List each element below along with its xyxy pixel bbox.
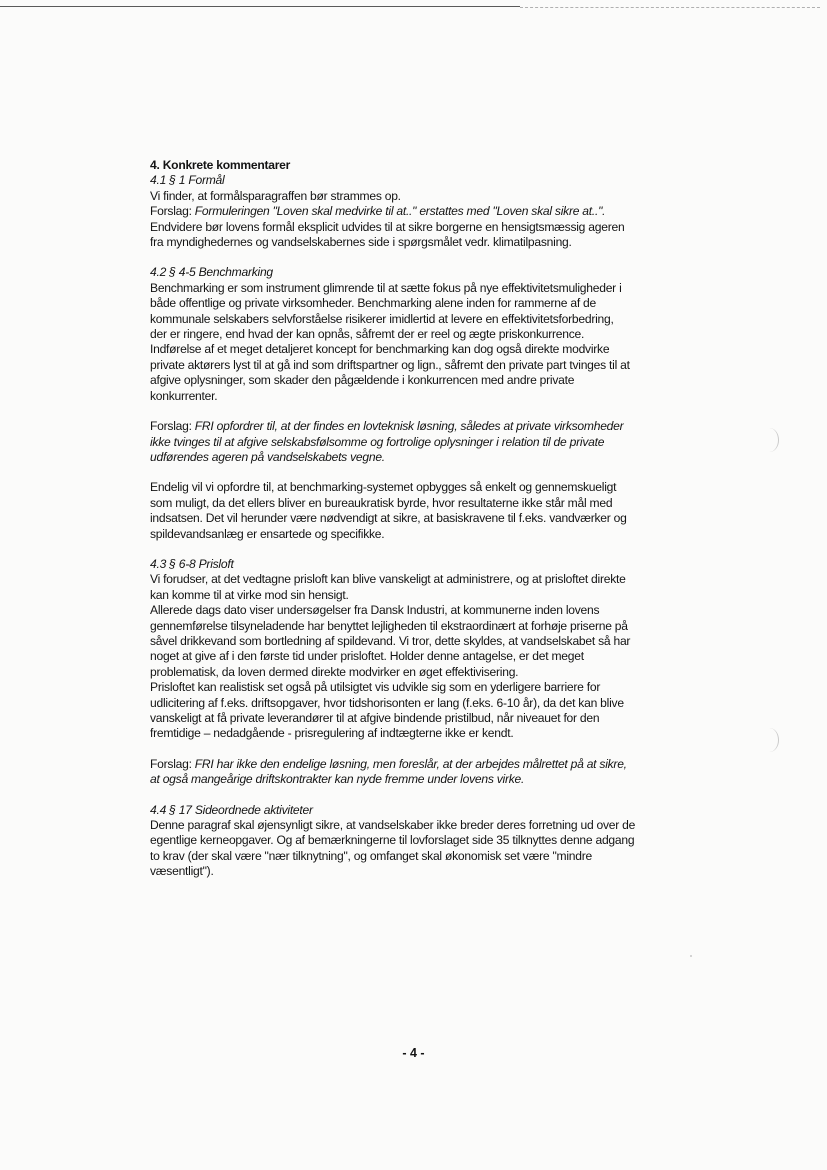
forslag-label: Forslag: [150, 419, 195, 434]
subsection-heading-4-1: 4.1 § 1 Formål [150, 173, 225, 188]
forslag-4-2 [150, 419, 670, 465]
forslag-4-3 [150, 757, 670, 788]
text-line: gennemførelse tilsyneladende har benyttet lejligheden til ekstraordinært at forhøje priserne på [150, 618, 628, 633]
text-line: Endvidere bør lovens formål eksplicit udvides til at sikre borgerne en hensigtsmæssig ageren [150, 219, 625, 234]
paragraph-4-1-line: Vi finder, at formålsparagraffen bør strammes op. [150, 188, 401, 203]
text-line: Allerede dags dato viser undersøgelser fra Dansk Industri, at kommunerne inden lovens [150, 603, 600, 618]
forslag-text: FRI har ikke den endelige løsning, men foreslår, at der arbejdes målrettet på at sikre, [194, 756, 627, 771]
paragraph-4-2-benchmarking [150, 281, 670, 404]
punch-hole-mark [760, 428, 779, 452]
text-line: Denne paragraf skal øjensynligt sikre, at vandselskaber ikke breder deres forretning ud over de [150, 818, 636, 833]
text-line: væsentligt"). [150, 864, 214, 879]
forslag-text: ikke tvinges til at afgive selskabsfølsomme og fortrolige oplysninger i relation til de private [150, 434, 605, 449]
text-line: Indførelse af et meget detaljeret koncept for benchmarking kan dog også direkte modvirke [150, 342, 610, 357]
text-line: spildevandsanlæg er ensartede og specifikke. [150, 526, 385, 541]
subsection-heading-4-4: 4.4 § 17 Sideordnede aktiviteter [150, 802, 313, 817]
forslag-label: Forslag: [150, 756, 195, 771]
text-line: private aktørers lyst til at gå ind som driftspartner og lign., såfremt den private part tvinges til at [150, 357, 630, 372]
text-line: Endelig vil vi opfordre til, at benchmarking-systemet opbygges så enkelt og gennemskueligt [150, 480, 617, 495]
forslag-text: Formuleringen "Loven skal medvirke til at.." erstattes med "Loven skal sikre at..". [194, 204, 606, 219]
text-line: både offentlige og private virksomheder. Benchmarking alene inden for rammerne af de [150, 296, 597, 311]
text-line: to krav (der skal være "nær tilknytning", og omfanget skal økonomisk set være "mindre [150, 848, 592, 863]
text-line: afgive oplysninger, som skader den pågældende i konkurrencen med andre private [150, 373, 575, 388]
text-line: fremtidige – nedadgående - prisregulering af indtægterne ikke er kendt. [150, 726, 514, 741]
text-line: kan komme til at virke mod sin hensigt. [150, 587, 349, 602]
top-scan-rule [0, 6, 520, 7]
text-line: Vi forudser, at det vedtagne prisloft kan blive vanskeligt at administrere, og at prisloftet direkte [150, 572, 626, 587]
subsection-heading-4-3: 4.3 § 6-8 Prisloft [150, 556, 234, 571]
text-line: Prisloftet kan realistisk set også på utilsigtet vis udvikle sig som en yderligere barriere for [150, 680, 601, 695]
text-line: fra myndighedernes og vandselskabernes side i spørgsmålet vedr. klimatilpasning. [150, 235, 572, 250]
paragraph-4-4 [150, 818, 670, 880]
forslag-text: udførendes ageren på vandselskabets vegne. [150, 449, 385, 464]
forslag-text: FRI opfordrer til, at der findes en lovteknisk løsning, således at private virksomheder [194, 419, 624, 434]
paragraph-4-3-intro [150, 572, 670, 603]
section-title: 4. Konkrete kommentarer [150, 158, 291, 172]
forslag-4-1 [150, 204, 670, 219]
document-page [150, 158, 670, 880]
text-line: indsatsen. Det vil herunder være nødvendigt at sikre, at basiskravene til f.eks. vandværker og [150, 511, 627, 526]
page-number: - 4 - [402, 1046, 425, 1060]
text-line: noget at give af i den første tid under prisloftet. Holder denne antagelse, er det meget [150, 649, 584, 664]
paragraph-4-1-extension [150, 220, 670, 251]
text-line: kommunale selskabers selvforståelse risikerer imidlertid at levere en effektivitetsforbedring, [150, 311, 614, 326]
subsection-heading-4-2: 4.2 § 4-5 Benchmarking [150, 265, 273, 280]
text-line: som muligt, da det ellers bliver en bureaukratisk byrde, hvor resultaterne ikke står mål med [150, 495, 613, 510]
text-line: vanskeligt at få private leverandører til at afgive bindende pristilbud, når niveauet for den [150, 711, 600, 725]
text-line: der er ringere, end hvad der kan opnås, såfremt der er reel og ægte priskonkurrence. [150, 327, 585, 342]
forslag-label: Forslag: [150, 204, 195, 219]
text-line: Benchmarking er som instrument glimrende til at sætte fokus på nye effektivitetsmuligheder i [150, 280, 622, 295]
text-line: konkurrenter. [150, 388, 218, 403]
paragraph-4-2-system [150, 480, 670, 542]
text-line: problematisk, da loven dermed direkte modvirker en øget effektivisering. [150, 664, 519, 679]
text-line: egentlige kerneopgaver. Og af bemærkningerne til lovforslaget side 35 tilknyttes denne adgang [150, 833, 635, 848]
text-line: udlicitering af f.eks. driftsopgaver, hvor tidshorisonten er lang (f.eks. 6-10 år), da det kan blive [150, 695, 624, 710]
scan-speck [690, 955, 692, 957]
top-scan-rule-faint [520, 7, 820, 8]
text-line: såvel drikkevand som bortledning af spildevand. Vi tror, dette skyldes, at vandselskabet så har [150, 633, 631, 648]
forslag-text: at også mangeårige driftskontrakter kan nyde fremme under lovens virke. [150, 772, 525, 787]
punch-hole-mark [760, 728, 779, 752]
paragraph-4-3-di [150, 603, 670, 680]
paragraph-4-3-prisloft [150, 680, 670, 742]
